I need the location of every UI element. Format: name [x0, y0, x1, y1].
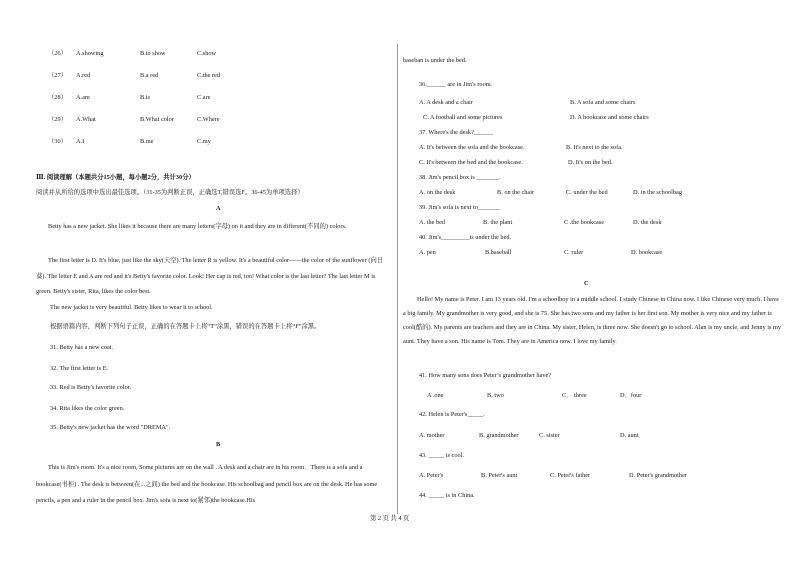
question-40: 40. Jim's_________is under the bed. [419, 234, 512, 241]
option-c: C. under the bed [566, 189, 608, 196]
option-b: B.me [140, 138, 154, 145]
passage-a-paragraph: The new jacket is very beautiful. Betty likes to wear it to school. [50, 304, 213, 311]
option-a: A. on the desk [419, 189, 456, 196]
passage-b-label: B [216, 441, 221, 448]
option-b: B. the plant [483, 219, 513, 226]
option-number: （28） [48, 94, 67, 101]
option-a: A .one [427, 392, 444, 399]
option-a: A. A desk and a chair [419, 99, 473, 106]
option-d: D. in the schoolbag [633, 189, 682, 196]
option-a: A.red [76, 72, 91, 79]
passage-c-paragraph: Hello! My name is Peter. I am 13 years old. I'm a schoolboy in a middle school. I study Chinese in China now. I like Chinese very much. I have a big family. My grandmother is very good, and she is 75. She has two sons and my father is her first son. My mother is very nice and my father is cool(酷的). My parents are teachers and they are in China. My sister, Helen, is three now. She doesn't go to school. Alan is my uncle, and Jenny is my aunt. They have a son. His name is Tom. They are in America now. I love my family. [403, 296, 782, 345]
option-a: A. It's between the sofa and the bookcase. [419, 144, 525, 151]
option-a: A. Peter's [419, 472, 444, 479]
option-d: D. the desk [633, 219, 662, 226]
option-b: B. It's next to the sofa. [566, 144, 623, 151]
statement: 35. Betty's new jacket has the word "DREMA". [50, 424, 171, 431]
option-b: B.to show [140, 50, 166, 57]
question-37: 37. Where's the desk?______ [419, 129, 493, 136]
option-c: C .the bookcase [564, 219, 605, 226]
question-42: 42. Helen is Peter's_____. [419, 411, 485, 418]
option-number: （29） [48, 116, 67, 123]
option-c: C.are [197, 94, 211, 101]
option-a: A.I [76, 138, 85, 145]
option-b: B. grandmother [479, 432, 519, 439]
statement: 32. The first letter is E. [50, 365, 109, 372]
option-b: B.baseball [485, 249, 512, 256]
option-d: D. A bookcase and some chairs [570, 114, 649, 121]
question-44: 44. _____ is in China. [419, 492, 475, 499]
section-instruction: 阅读并从所给的选项中选出最佳选项。（31-35为判断正误，正确选T,错误选F。36-45为单项选择） [36, 189, 304, 196]
passage-a-paragraph: The first letter is D. It's blue, just like the sky(天空). The letter R is yellow. It's a beautiful color——the color of the sunflower (向日葵). The letter E and A are red and it's Betty's favorite color. Look! Her cap is red, too! What color is the last letter? The last letter M is green. Betty's sister, Rita, likes the color best. [36, 257, 384, 295]
option-c: C.my [197, 138, 211, 145]
option-c: C.Where [197, 116, 220, 123]
option-d: D．four [620, 392, 642, 399]
option-d: D. Peter's grandmother [629, 472, 687, 479]
option-b: B. Peter's aunt [481, 472, 518, 479]
statement: 31. Betty has a new coat. [50, 344, 114, 351]
page-footer: 第 2 页 共 4 页 [370, 515, 410, 522]
option-d: D. bookcase [631, 249, 663, 256]
option-b: B. on the chair [497, 189, 535, 196]
option-b: B. A sofa and some chairs [570, 99, 636, 106]
option-a: A. mother [419, 432, 445, 439]
statement: 33. Red is Betty's favorite color. [50, 384, 132, 391]
option-number: （30） [48, 138, 67, 145]
passage-b-paragraph: This is Jim's room. It's a nice room, Some pictures are on the wall . A desk and a chair are in his room．There is a sofa and a bookcase(书柜) . The desk is between(在...之间) the bed and the bookcase. His schoolbag and pencil box are on the desk. He has some pencils, a pen and a ruler in the pencil box. Jim's sofa is next to(紧邻)the bookcase.His [36, 464, 378, 504]
option-b: B.What color [140, 116, 174, 123]
option-c: C. sister [539, 432, 560, 439]
option-c: C． three [562, 392, 587, 399]
passage-a-paragraph: Betty has a new jacket. She likes it because there are many letters(字母) on it and they are in different(不同的) colors. [48, 223, 347, 230]
option-c: C. It's between the bed and the bookcase. [419, 159, 523, 166]
question-39: 39. Jim's sofa is next to_______ [419, 204, 500, 211]
judge-instruction: 根据语篇内容，判断下列句子正误，正确的在答题卡上将“T”涂黑，错误的在答题卡上将“F”涂黑。 [50, 323, 321, 330]
option-a: A. pen [419, 249, 436, 256]
option-a: A.am [76, 94, 90, 101]
column-divider [397, 44, 398, 514]
option-c: C.the red [197, 72, 221, 79]
question-38: 38. Jim's pencil box is _______. [419, 174, 501, 181]
option-a: A.What [76, 116, 96, 123]
statement: 34. Rita likes the color green. [50, 405, 125, 412]
option-a: A.showing [76, 50, 104, 57]
option-c: C.show [197, 50, 217, 57]
option-b: B. two [487, 392, 504, 399]
option-c: C. ruler [564, 249, 584, 256]
option-b: B.is [140, 94, 150, 101]
option-c: C. A football and some pictures [423, 114, 503, 121]
option-d: D. aunt [620, 432, 639, 439]
option-number: （27） [48, 72, 67, 79]
option-d: D. It's on the bed. [568, 159, 613, 166]
option-a: A. the bed [419, 219, 446, 226]
question-36: 36.______ are in Jim's room. [419, 81, 493, 88]
option-b: B.a red [140, 72, 159, 79]
option-number: （26） [48, 50, 67, 57]
passage-b-continuation: baseban is under the bed. [403, 57, 467, 64]
passage-c-label: C [584, 280, 589, 287]
question-41: 41. How many sons does Peter’s grandmother have? [419, 372, 552, 379]
passage-a-label: A [216, 205, 221, 212]
question-43: 43. _____ is cool. [419, 452, 464, 459]
section-title: Ⅲ. 阅读理解（本题共分15小题，每小题2分，共计30分） [36, 174, 195, 181]
option-c: C. Peter's father [550, 472, 591, 479]
